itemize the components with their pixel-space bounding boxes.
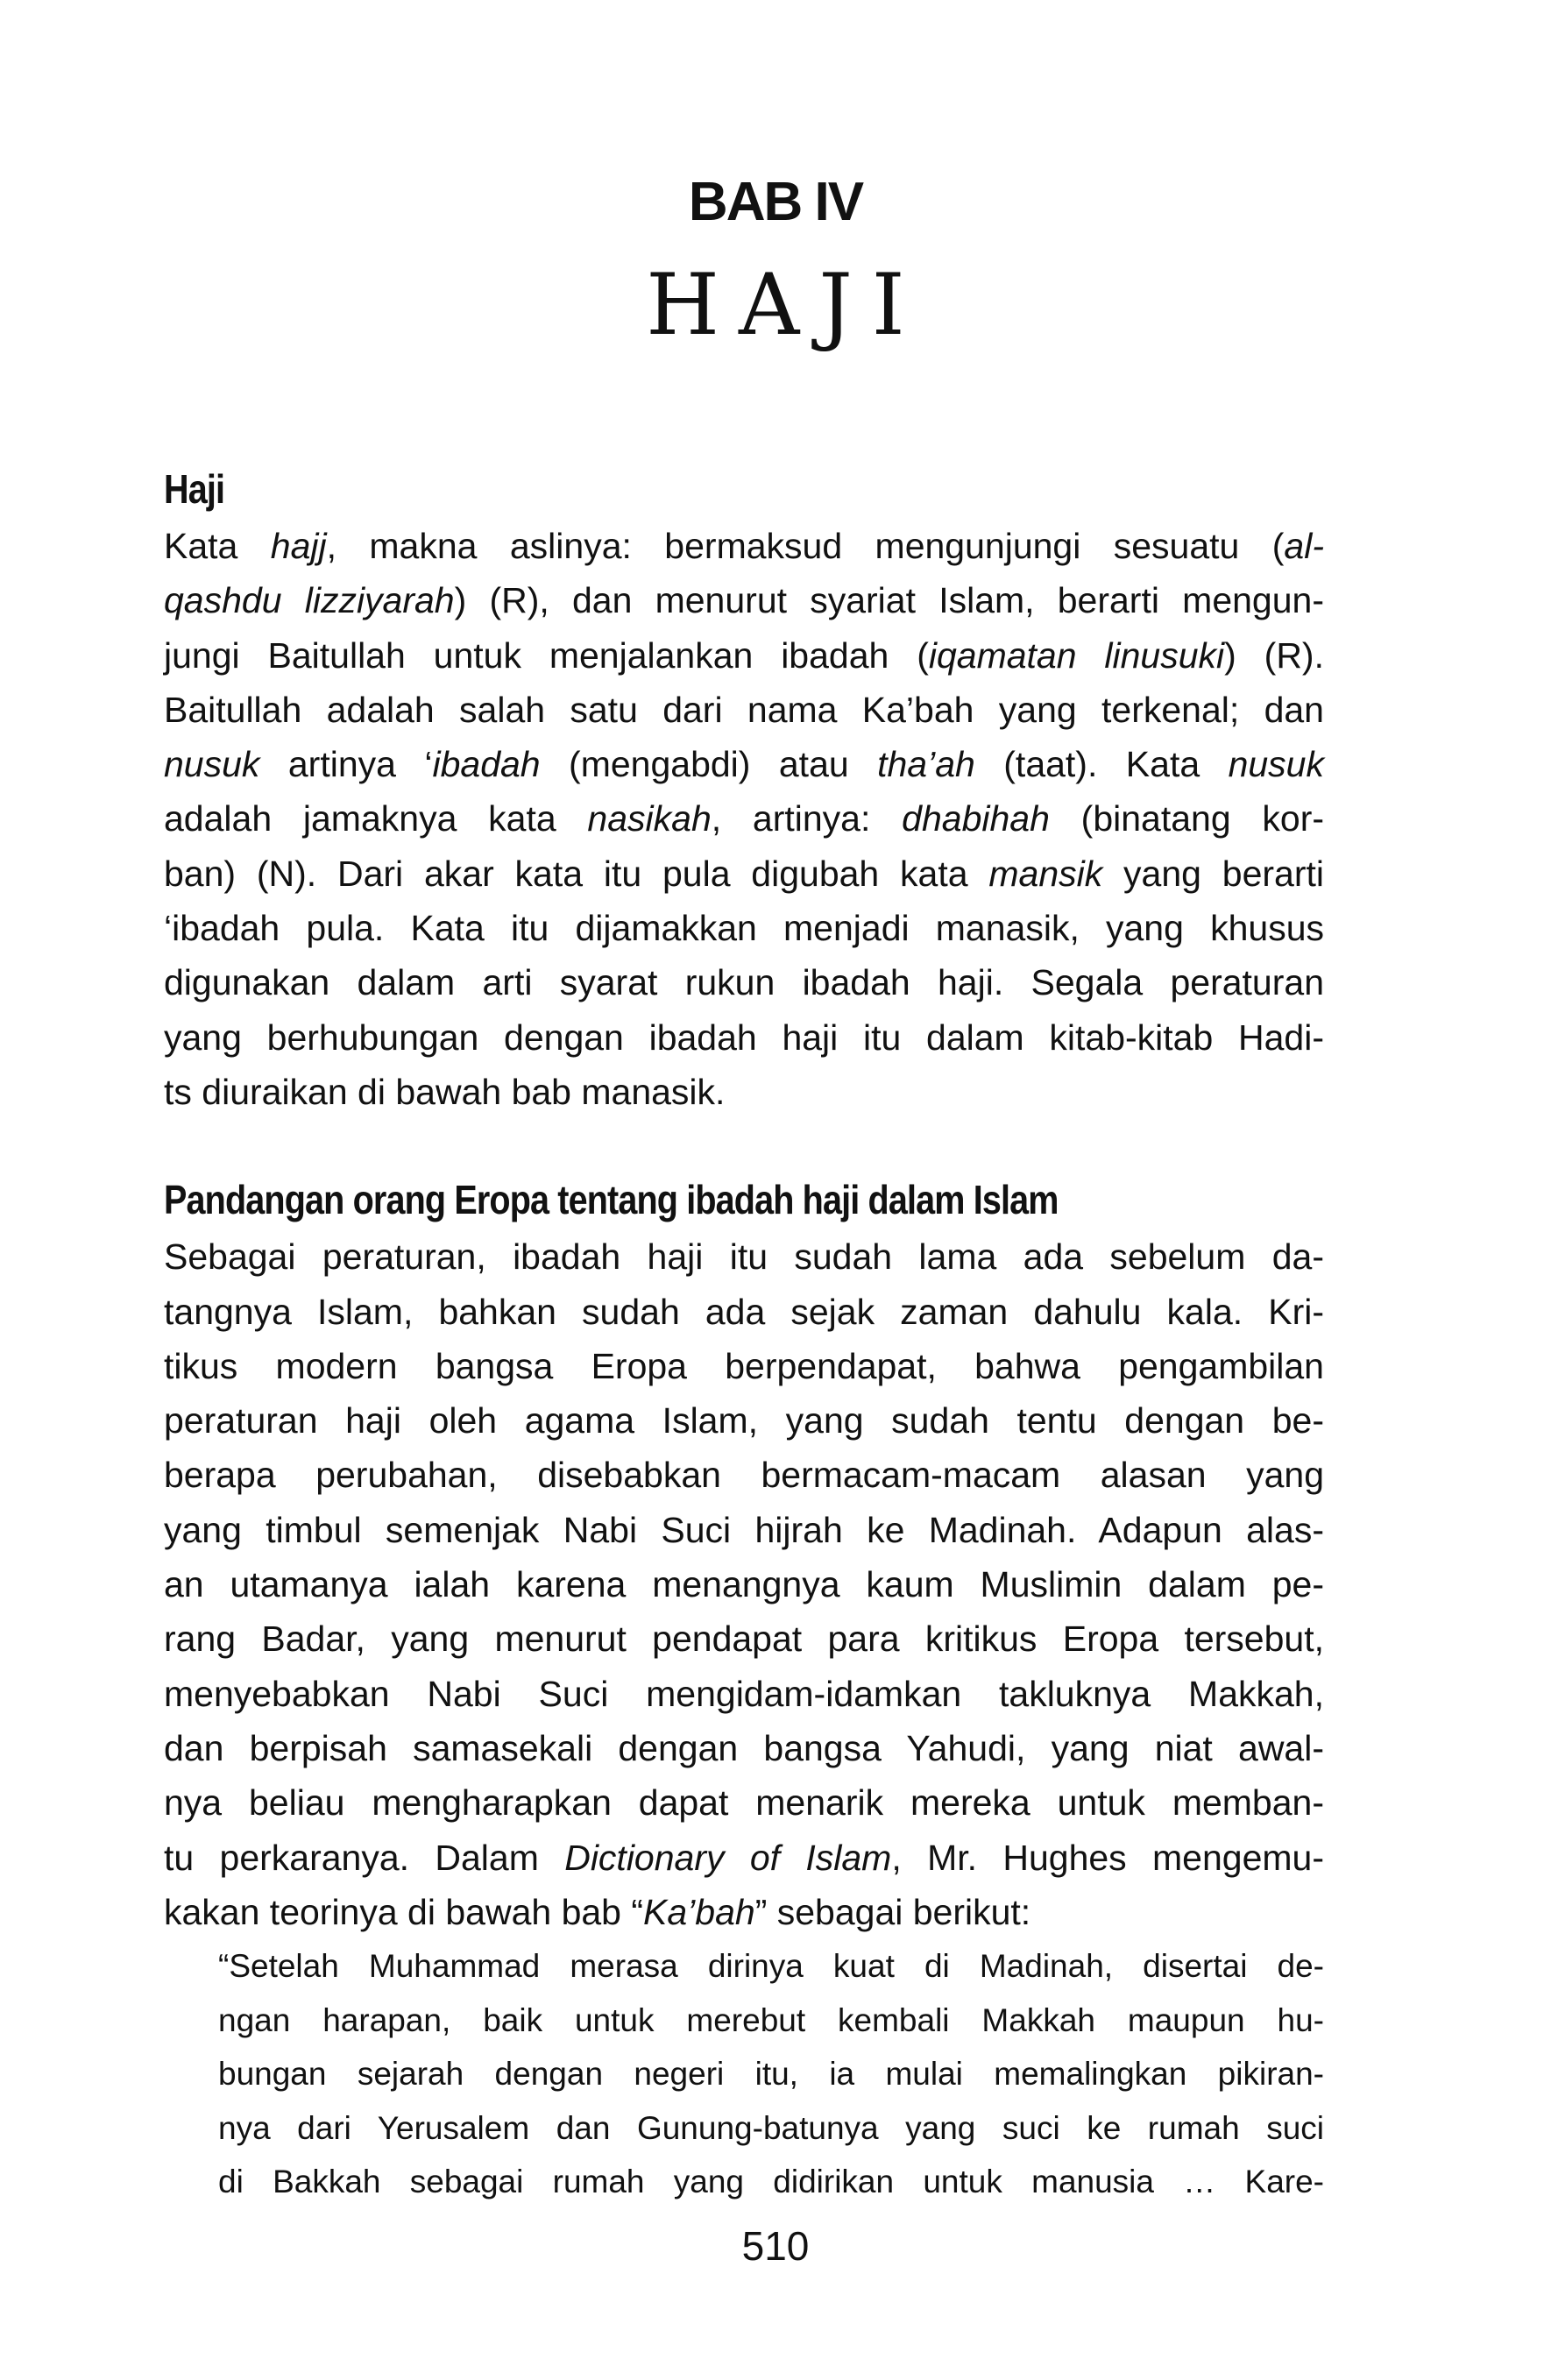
text-run: digunakan dalam arti syarat rukun ibadah haji. Segala peraturan bbox=[164, 962, 1324, 1003]
quote-line: bungan sejarah dengan negeri itu, ia mulai memalingkan pikiran- bbox=[218, 2056, 1324, 2093]
section2-line bbox=[164, 1229, 1324, 1284]
section2-line bbox=[164, 1503, 1324, 1557]
text-run: rang Badar, yang menurut pendapat para kritikus Eropa tersebut, bbox=[164, 1619, 1324, 1660]
paragraph-pandangan bbox=[164, 1229, 1324, 1939]
text-run: ) (R), dan menurut syariat Islam, berarti mengun- bbox=[454, 580, 1324, 621]
text-run: ‘ibadah pula. Kata itu dijamakkan menjadi manasik, yang khusus bbox=[164, 908, 1324, 949]
italic-term: iqamatan linusuki bbox=[928, 634, 1225, 676]
text-run: menyebabkan Nabi Suci mengidam-idamkan takluknya Makkah, bbox=[164, 1673, 1324, 1714]
italic-term: ibadah bbox=[432, 744, 541, 785]
section-gap bbox=[164, 1119, 1324, 1170]
text-run: yang berarti bbox=[1102, 853, 1324, 894]
text-run: nya beliau mengharapkan dapat menarik mereka untuk memban- bbox=[164, 1782, 1324, 1824]
italic-term: Dictionary of Islam bbox=[564, 1837, 892, 1878]
text-run: tikus modern bangsa Eropa berpendapat, bahwa pengambilan bbox=[164, 1345, 1324, 1386]
page-number: 510 bbox=[741, 2223, 810, 2269]
text-run: Kata bbox=[164, 526, 271, 566]
text-run: kakan teorinya di bawah bab “ bbox=[164, 1891, 644, 1932]
text-run: (binatang kor- bbox=[1049, 798, 1325, 839]
text-run: yang berhubungan dengan ibadah haji itu dalam kitab-kitab Hadi- bbox=[164, 1016, 1324, 1058]
section1-line bbox=[164, 573, 1324, 627]
section1-line bbox=[164, 846, 1324, 901]
text-run: tangnya Islam, bahkan sudah ada sejak zaman dahulu kala. Kri- bbox=[164, 1291, 1324, 1332]
section2-line bbox=[164, 1557, 1324, 1611]
block-quote bbox=[218, 1939, 1324, 2209]
text-run: ban) (N). Dari akar kata itu pula digubah kata bbox=[164, 853, 989, 894]
text-run: ts diuraikan di bawah bab manasik. bbox=[164, 1071, 726, 1112]
section-heading-pandangan: Pandangan orang Eropa tentang ibadah haji dalam Islam bbox=[164, 1177, 1059, 1223]
quote-line: nya dari Yerusalem dan Gunung-batunya yang suci ke rumah suci bbox=[218, 2109, 1324, 2146]
text-run: ) (R). bbox=[1224, 634, 1324, 676]
text-run: peraturan haji oleh agama Islam, yang sudah tentu dengan be- bbox=[164, 1400, 1324, 1441]
chapter-title: HAJI bbox=[646, 256, 924, 354]
quote-line: di Bakkah sebagai rumah yang didirikan untuk manusia … Kare- bbox=[218, 2164, 1324, 2200]
text-run: adalah jamaknya kata bbox=[164, 798, 588, 839]
section2-line bbox=[164, 1721, 1324, 1775]
section2-line bbox=[164, 1775, 1324, 1830]
text-run: artinya ‘ bbox=[259, 744, 433, 785]
text-run: an utamanya ialah karena menangnya kaum Muslimin dalam pe- bbox=[164, 1564, 1324, 1605]
section2-line bbox=[164, 1393, 1324, 1448]
italic-term: hajj bbox=[270, 526, 327, 566]
text-run: Sebagai peraturan, ibadah haji itu sudah lama ada sebelum da- bbox=[164, 1236, 1324, 1278]
section2-line bbox=[164, 1448, 1324, 1502]
section2-line bbox=[164, 1885, 1324, 1939]
paragraph-haji bbox=[164, 519, 1324, 1119]
italic-term: nusuk bbox=[164, 744, 260, 785]
text-run: jungi Baitullah untuk menjalankan ibadah ( bbox=[164, 634, 929, 676]
section2-line bbox=[164, 1611, 1324, 1666]
page-content bbox=[164, 459, 1324, 2209]
section2-line bbox=[164, 1831, 1324, 1885]
section2-line bbox=[164, 1339, 1324, 1393]
text-run: , Mr. Hughes mengemu- bbox=[891, 1837, 1324, 1878]
section1-line bbox=[164, 1065, 1324, 1119]
section1-line bbox=[164, 683, 1324, 737]
section1-line bbox=[164, 955, 1324, 1009]
chapter-label: BAB IV bbox=[688, 172, 863, 232]
italic-term: qashdu lizziyarah bbox=[164, 580, 455, 621]
section1-line bbox=[164, 628, 1324, 683]
italic-term: mansik bbox=[988, 853, 1103, 894]
quote-line: “Setelah Muhammad merasa dirinya kuat di Madinah, disertai de- bbox=[218, 1948, 1324, 1985]
text-run: ” sebagai berikut: bbox=[754, 1891, 1031, 1932]
text-run: (mengabdi) atau bbox=[540, 744, 878, 785]
text-run: tu perkaranya. Dalam bbox=[164, 1837, 565, 1878]
text-run: Baitullah adalah salah satu dari nama Ka’bah yang terkenal; dan bbox=[164, 689, 1324, 730]
italic-term: Ka’bah bbox=[643, 1891, 755, 1932]
italic-term: al- bbox=[1284, 526, 1324, 566]
italic-term: nusuk bbox=[1228, 744, 1324, 785]
text-run: berapa perubahan, disebabkan bermacam-macam alasan yang bbox=[164, 1455, 1324, 1496]
italic-term: dhabihah bbox=[902, 798, 1050, 839]
text-run: yang timbul semenjak Nabi Suci hijrah ke Madinah. Adapun alas- bbox=[164, 1509, 1324, 1550]
italic-term: tha’ah bbox=[877, 744, 975, 785]
quote-line: ngan harapan, baik untuk merebut kembali Makkah maupun hu- bbox=[218, 2001, 1324, 2038]
section1-line bbox=[164, 1010, 1324, 1065]
section2-line bbox=[164, 1285, 1324, 1339]
italic-term: nasikah bbox=[587, 798, 712, 839]
section1-line bbox=[164, 737, 1324, 791]
text-run: , makna aslinya: bermaksud mengunjungi sesuatu ( bbox=[326, 526, 1285, 566]
text-run: (taat). Kata bbox=[974, 744, 1229, 785]
section1-line bbox=[164, 901, 1324, 955]
section1-line bbox=[164, 519, 1324, 573]
section-heading-haji: Haji bbox=[164, 466, 225, 512]
text-run: dan berpisah samasekali dengan bangsa Yahudi, yang niat awal- bbox=[164, 1727, 1324, 1768]
text-run: , artinya: bbox=[711, 798, 903, 839]
section2-line bbox=[164, 1667, 1324, 1721]
section1-line bbox=[164, 791, 1324, 846]
